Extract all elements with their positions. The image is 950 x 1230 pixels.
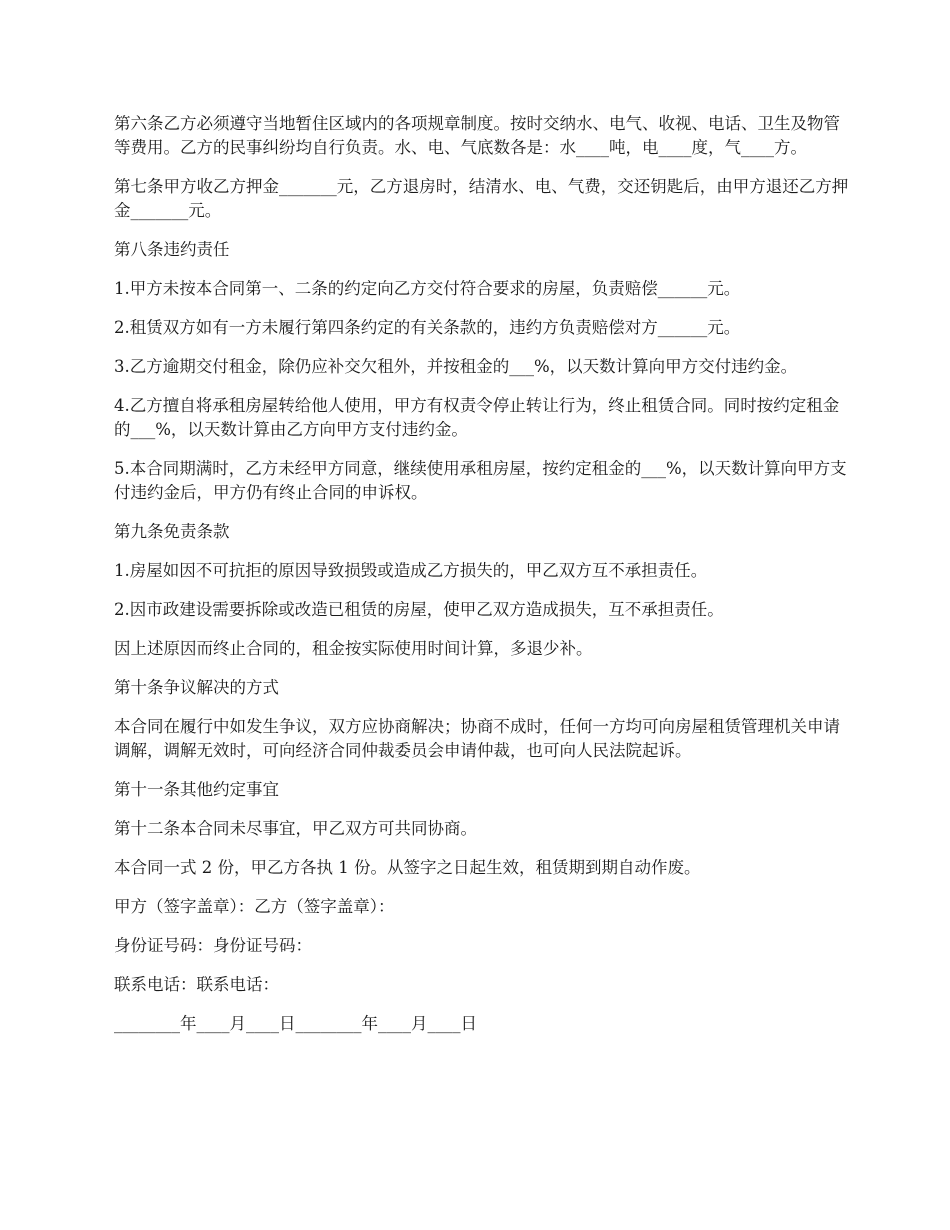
clause-9-item-1: 1.房屋如因不可抗拒的原因导致损毁或造成乙方损失的，甲乙双方互不承担责任。 (114, 561, 708, 580)
signature-line: 甲方（签字盖章）：乙方（签字盖章）： (114, 897, 395, 916)
clause-8-item-3: 3.乙方逾期交付租金，除仍应补交欠租外，并按租金的___%，以天数计算向甲方交付违约金。 (114, 357, 798, 376)
clause-8-item-5: 5.本合同期满时，乙方未经甲方同意，继续使用承租房屋，按约定租金的___%，以天数计算向甲方支付违约金后，甲方仍有终止合同的申诉权。 (114, 459, 847, 502)
phone-line: 联系电话：联系电话： (114, 975, 279, 994)
clause-8-item-2: 2.租赁双方如有一方未履行第四条约定的有关条款的，违约方负责赔偿对方______元。 (114, 318, 741, 337)
clause-7-paragraph: 第七条甲方收乙方押金_______元，乙方退房时，结清水、电、气费，交还钥匙后，由甲方退还乙方押金_______元。 (114, 177, 849, 220)
clause-6-paragraph: 第六条乙方必须遵守当地暂住区域内的各项规章制度。按时交纳水、电气、收视、电话、卫生及物管等费用。乙方的民事纠纷均自行负责。水、电、气底数各是：水____吨，电____度，气____方。 (114, 114, 840, 157)
date-line: ________年____月____日________年____月____日 (114, 1014, 477, 1033)
clause-9-note: 因上述原因而终止合同的，租金按实际使用时间计算，多退少补。 (114, 639, 593, 658)
clause-10-heading: 第十条争议解决的方式 (114, 678, 279, 697)
clause-8-heading: 第八条违约责任 (114, 240, 230, 259)
clause-9-heading: 第九条免责条款 (114, 522, 230, 541)
copies-paragraph: 本合同一式 2 份，甲乙方各执 1 份。从签字之日起生效，租赁期到期自动作废。 (114, 858, 701, 877)
document-body (114, 112, 854, 1051)
clause-10-body: 本合同在履行中如发生争议，双方应协商解决；协商不成时，任何一方均可向房屋租赁管理机关申请调解，调解无效时，可向经济合同仲裁委员会申请仲裁，也可向人民法院起诉。 (114, 717, 840, 760)
id-number-line: 身份证号码：身份证号码： (114, 936, 312, 955)
clause-8-item-4: 4.乙方擅自将承租房屋转给他人使用，甲方有权责令停止转让行为，终止租赁合同。同时按约定租金的___%，以天数计算由乙方向甲方支付违约金。 (114, 396, 840, 439)
clause-11-heading: 第十一条其他约定事宜 (114, 780, 279, 799)
clause-12-paragraph: 第十二条本合同未尽事宜，甲乙双方可共同协商。 (114, 819, 477, 838)
clause-8-item-1: 1.甲方未按本合同第一、二条的约定向乙方交付符合要求的房屋，负责赔偿______元。 (114, 279, 741, 298)
clause-9-item-2: 2.因市政建设需要拆除或改造已租赁的房屋，使甲乙双方造成损失，互不承担责任。 (114, 600, 724, 619)
